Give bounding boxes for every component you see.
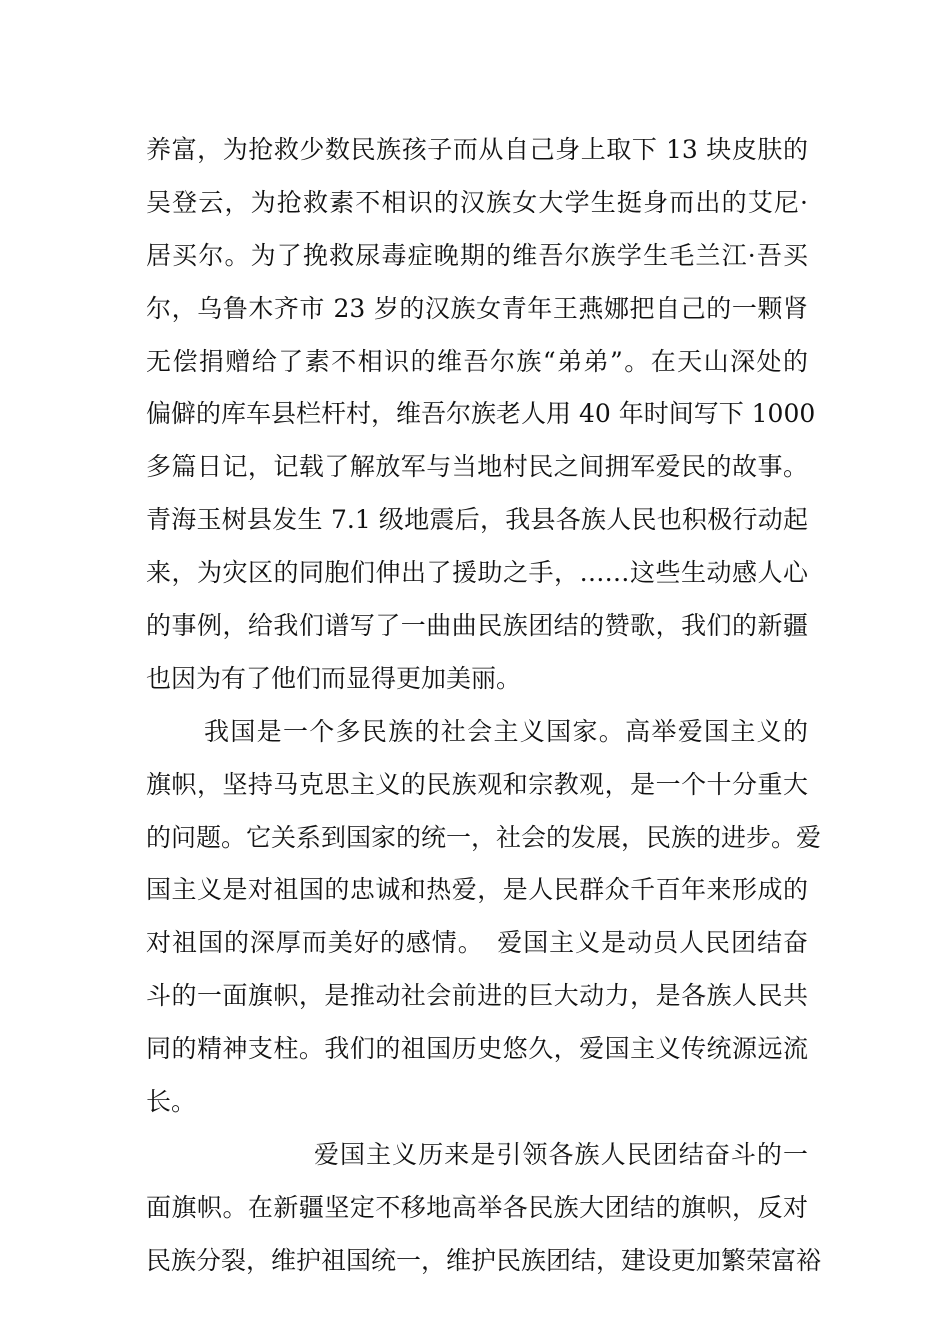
text-line: 的事例，给我们谱写了一曲曲民族团结的赞歌，我们的新疆 xyxy=(146,611,808,641)
text-line: 偏僻的库车县栏杆村，维吾尔族老人用 40 年时间写下 1000 xyxy=(146,399,816,429)
text-line: 斗的一面旗帜，是推动社会前进的巨大动力，是各族人民共 xyxy=(146,981,808,1011)
paragraph-start-line: 爱国主义历来是引领各族人民团结奋斗的一 xyxy=(314,1139,808,1169)
text-line: 面旗帜。在新疆坚定不移地高举各民族大团结的旗帜，反对 xyxy=(146,1192,808,1222)
text-line: 养富，为抢救少数民族孩子而从自己身上取下 13 块皮肤的 xyxy=(146,135,808,164)
text-line: 来，为灾区的同胞们伸出了援助之手，……这些生动感人心 xyxy=(146,558,808,588)
text-line: 居买尔。为了挽救尿毒症晚期的维吾尔族学生毛兰江·吾买 xyxy=(146,240,808,270)
text-line: 无偿捐赠给了素不相识的维吾尔族“弟弟”。在天山深处的 xyxy=(146,346,808,376)
text-line: 国主义是对祖国的忠诚和热爱，是人民群众千百年来形成的 xyxy=(146,875,808,905)
text-line: 吴登云，为抢救素不相识的汉族女大学生挺身而出的艾尼· xyxy=(146,187,808,217)
document-body xyxy=(146,128,822,1292)
paragraph-end-line: 也因为有了他们而显得更加美丽。 xyxy=(146,663,522,693)
paragraph-end-line: 长。 xyxy=(146,1087,197,1117)
text-line: 旗帜，坚持马克思主义的民族观和宗教观，是一个十分重大 xyxy=(146,769,808,799)
text-line: 青海玉树县发生 7.1 级地震后，我县各族人民也积极行动起 xyxy=(146,505,808,535)
paragraph-start-line: 我国是一个多民族的社会主义国家。高举爱国主义的 xyxy=(204,716,808,746)
text-line: 民族分裂，维护祖国统一，维护民族团结，建设更加繁荣富裕 xyxy=(146,1245,822,1275)
text-line: 对祖国的深厚而美好的感情。 爱国主义是动员人民团结奋 xyxy=(146,928,808,958)
text-line: 同的精神支柱。我们的祖国历史悠久，爱国主义传统源远流 xyxy=(146,1034,808,1064)
text-line: 的问题。它关系到国家的统一，社会的发展，民族的进步。爱 xyxy=(146,822,822,852)
text-line: 尔，乌鲁木齐市 23 岁的汉族女青年王燕娜把自己的一颗肾 xyxy=(146,293,808,323)
text-line: 多篇日记，记载了解放军与当地村民之间拥军爱民的故事。 xyxy=(146,452,808,482)
